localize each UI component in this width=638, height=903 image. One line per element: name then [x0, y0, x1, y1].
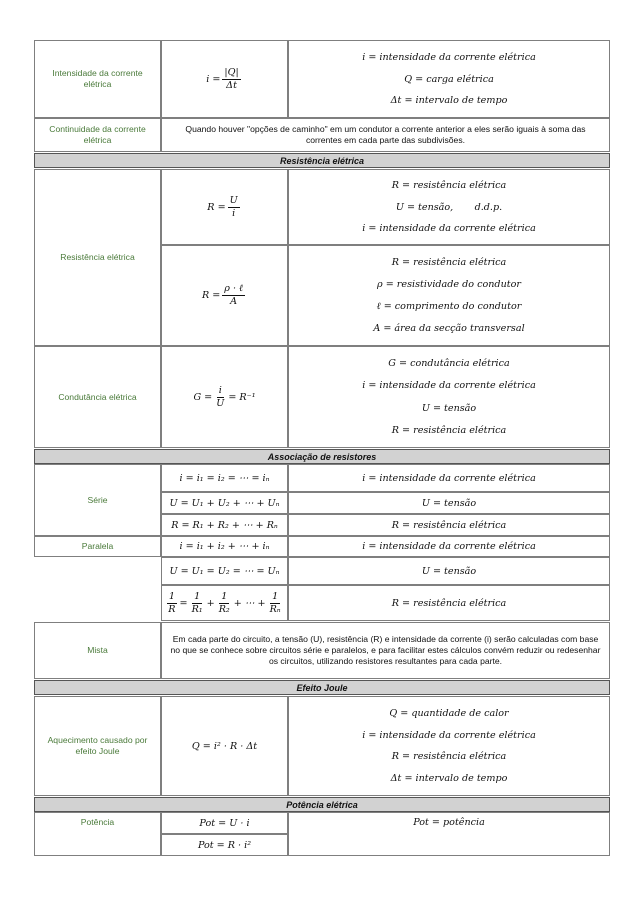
paralela-label-cell: [34, 536, 161, 557]
formula-right: = R⁻¹: [228, 391, 256, 403]
formula-left: G =: [193, 391, 213, 403]
fraction: [268, 591, 283, 616]
fraction: [166, 591, 177, 616]
serie-label: Série: [87, 494, 108, 505]
def-line: ℓ = comprimento do condutor: [376, 301, 522, 312]
continuidade-text: Quando houver "opções de caminho" em um condutor a corrente anterior a eles serão iguais à soma das correntes em cada parte das subdivisões.: [185, 124, 586, 145]
def-line: Δt = intervalo de tempo: [390, 95, 508, 107]
paralela-resistance-def: [288, 585, 610, 621]
section-title: Potência elétrica: [286, 799, 358, 810]
denominator: Δt: [226, 79, 237, 91]
formula: U = U₁ = U₂ = ⋯ = Uₙ: [169, 565, 280, 577]
def-line: i = intensidade da corrente elétrica: [362, 472, 536, 484]
potencia-formula-1: [161, 812, 288, 834]
numerator: U: [229, 194, 238, 206]
paralela-current-def: [288, 536, 610, 557]
denominator: U: [216, 397, 225, 409]
joule-label: Aquecimento causado por efeito Joule: [47, 735, 148, 756]
def-line: U = tensão: [421, 565, 477, 577]
denominator: i: [232, 207, 236, 219]
continuidade-label: Continuidade da corrente elétrica: [49, 124, 146, 145]
intensidade-formula: [161, 40, 288, 118]
paralela-resistance-formula: [161, 585, 288, 621]
potencia-formula-2: [161, 834, 288, 856]
continuidade-label-cell: [34, 118, 161, 152]
operator: + ⋯ +: [233, 597, 266, 609]
fraction-sum: [164, 591, 284, 616]
resistivity-formula: [161, 245, 288, 346]
paralela-voltage-formula: [161, 557, 288, 585]
def-line: i = intensidade da corrente elétrica: [362, 380, 536, 392]
formula-left: i =: [206, 73, 221, 85]
continuidade-text-cell: [161, 118, 610, 152]
resistencia-label: Resistência elétrica: [60, 252, 135, 262]
formula: Pot = R · i²: [197, 839, 252, 851]
condutancia-formula: [161, 346, 288, 448]
denominator: A: [230, 296, 238, 307]
fraction: [222, 283, 245, 308]
def-line: R = resistência elétrica: [391, 597, 507, 609]
formula: i = i₁ = i₂ = ⋯ = iₙ: [179, 472, 270, 484]
potencia-label: Potência: [80, 817, 115, 827]
def-line: i = intensidade da corrente elétrica: [362, 51, 536, 63]
section-header-resistencia: [34, 153, 610, 168]
def-line: i = intensidade da corrente elétrica: [362, 222, 536, 234]
numerator: 1: [272, 590, 279, 602]
intensidade-label: Intensidade da corrente elétrica: [52, 68, 143, 89]
formula: R = R₁ + R₂ + ⋯ + Rₙ: [171, 519, 278, 531]
resistencia-label-cell: [34, 169, 161, 346]
def-line: R = resistência elétrica: [391, 424, 507, 436]
denominator: R₂: [218, 603, 230, 615]
formula: i = i₁ + i₂ + ⋯ + iₙ: [179, 541, 270, 552]
serie-current-def: [288, 464, 610, 492]
def-line: U = tensão: [421, 402, 477, 414]
section-header-potencia: [34, 797, 610, 812]
serie-resistance-def: [288, 514, 610, 536]
fraction: [217, 591, 232, 616]
denominator: R: [168, 603, 176, 615]
def-line: R = resistência elétrica: [391, 519, 507, 531]
ohm-formula: [161, 169, 288, 245]
def-line: U = tensão, d.d.p.: [395, 201, 503, 213]
def-line: R = resistência elétrica: [391, 180, 507, 192]
numerator: 1: [168, 590, 175, 602]
condutancia-label: Condutância elétrica: [58, 391, 137, 402]
section-header-associacao: [34, 449, 610, 464]
fraction: [222, 67, 240, 92]
def-line: ρ = resistividade do condutor: [377, 279, 521, 290]
joule-defs: [288, 696, 610, 796]
fraction: [190, 591, 205, 616]
joule-formula: [161, 696, 288, 796]
serie-label-cell: [34, 464, 161, 536]
formula: Pot = U · i: [199, 817, 250, 829]
def-line: U = tensão: [421, 497, 477, 509]
def-line: i = intensidade da corrente elétrica: [362, 729, 536, 741]
operator: =: [179, 597, 188, 609]
serie-voltage-formula: [161, 492, 288, 514]
intensidade-defs: [288, 40, 610, 118]
ohm-defs: [288, 169, 610, 245]
fraction: [214, 385, 226, 410]
def-line: i = intensidade da corrente elétrica: [362, 541, 536, 552]
intensidade-label-cell: [34, 40, 161, 118]
potencia-label-cell: [34, 812, 161, 856]
def-line: Q = carga elétrica: [404, 73, 494, 85]
mista-text-cell: [161, 622, 610, 679]
formula: U = U₁ + U₂ + ⋯ + Uₙ: [169, 497, 280, 509]
def-line: G = condutância elétrica: [388, 358, 510, 370]
mista-label-cell: [34, 622, 161, 679]
def-line: Q = quantidade de calor: [389, 707, 509, 719]
potencia-def: [288, 812, 610, 856]
condutancia-label-cell: [34, 346, 161, 448]
formula-left: R =: [201, 290, 221, 301]
serie-current-formula: [161, 464, 288, 492]
def-line: A = área da secção transversal: [373, 323, 525, 334]
numerator: 1: [221, 590, 228, 602]
numerator: |Q|: [224, 66, 239, 78]
paralela-current-formula: [161, 536, 288, 557]
numerator: i: [218, 384, 222, 396]
numerator: ρ · ℓ: [224, 283, 244, 294]
mista-label: Mista: [87, 645, 108, 655]
denominator: Rₙ: [269, 603, 281, 615]
formula-left: R =: [207, 201, 226, 213]
operator: +: [206, 597, 215, 609]
serie-voltage-def: [288, 492, 610, 514]
formula: Q = i² · R · Δt: [191, 740, 258, 752]
paralela-voltage-def: [288, 557, 610, 585]
paralela-label: Paralela: [81, 541, 114, 551]
joule-label-cell: [34, 696, 161, 796]
section-title: Resistência elétrica: [279, 155, 365, 166]
def-line: R = resistência elétrica: [391, 257, 507, 268]
numerator: 1: [194, 590, 201, 602]
resistivity-defs: [288, 245, 610, 346]
serie-resistance-formula: [161, 514, 288, 536]
section-title: Efeito Joule: [296, 682, 348, 693]
condutancia-defs: [288, 346, 610, 448]
denominator: R₁: [191, 603, 203, 615]
fraction: [228, 195, 240, 220]
mista-text: Em cada parte do circuito, a tensão (U), resistência (R) e intensidade da corrente (i) serão calculadas com base no que se conhece sobre circuitos série e paralelos, e para facilitar estes cálculos convém reduzir ou redesenhar os circuitos, utilizando resistores resultantes para cada parte.: [170, 634, 601, 666]
def-line: R = resistência elétrica: [391, 751, 507, 763]
def-line: Pot = potência: [413, 817, 485, 828]
section-title: Associação de resistores: [267, 451, 377, 462]
section-header-joule: [34, 680, 610, 695]
def-line: Δt = intervalo de tempo: [390, 773, 508, 785]
